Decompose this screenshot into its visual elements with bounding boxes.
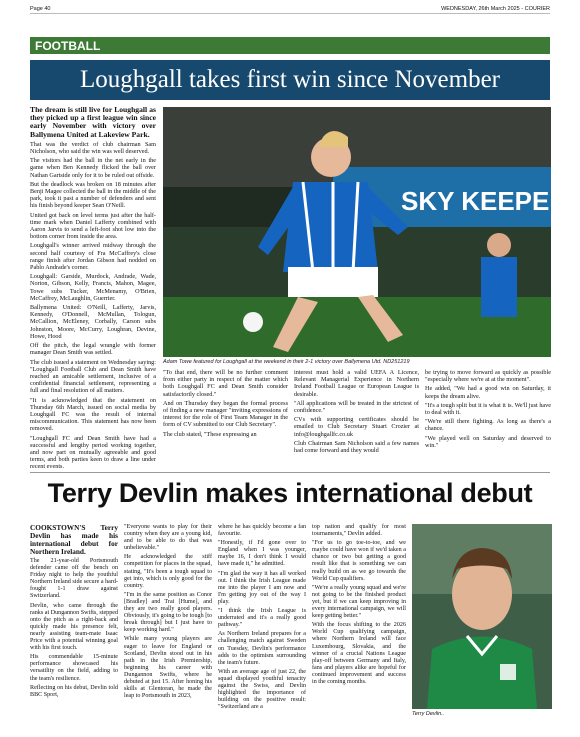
devlin-photo: [412, 524, 552, 709]
paragraph: As Northern Ireland prepares for a challenging match against Sweden on Tuesday, Devlin's performance adds to the optimism surrounding the team's future.: [218, 631, 306, 666]
story1-column-1: [30, 105, 156, 471]
headline-devlin: Terry Devlin makes international debut: [47, 478, 533, 508]
paragraph: That was the verdict of club chairman Sam Nicholson, who said the win was well deserved.: [30, 140, 156, 156]
paragraph: "I'm glad the way it has all worked out. I think the Irish League made me into the player I am now and I'm getting joy out of the way I play.: [218, 570, 306, 605]
paragraph: "We played well on Saturday and deserved to win.": [425, 434, 551, 449]
paragraph: While many young players are eager to leave for England or Scotland, Devlin stood out in his path in the Irish Premiership, beginning his career with Dungannon Swifts, where he debuted at just 15. After honing his skills at Glentoran, he made the leap to Portsmouth in 2023,: [124, 636, 212, 700]
paragraph: top nation and qualify for most tournaments," Devlin added.: [312, 524, 406, 538]
paragraph: "It's a tough split but it is what it is. We'll just have to deal with it.: [425, 401, 551, 417]
paragraph: With an average age of just 22, the squad displayed youthful tenacity against the Swiss, and Devlin highlighted the importance of building on the positive result: "Switzerland are a: [218, 668, 306, 711]
page-number: Page 40: [30, 5, 51, 12]
story1-lede: The dream is still live for Loughgall as they picked up a first league win since early November with victory over Ballymena United at Lakeview Park.: [30, 105, 156, 139]
paragraph: But the deadlock was broken on 18 minutes after Benji Magee collected the ball in the middle of the park, took it past a number of defenders and sent his finish beyond keeper Sean O'Neill.: [30, 180, 156, 210]
story1-column-2: [163, 369, 288, 469]
paragraph: "Loughgall FC and Dean Smith have had a successful and lengthy period working together, and now part on mutually agreeable and good terms, and both parties keen to draw a line under recent events.: [30, 434, 156, 471]
page-header: [30, 4, 550, 14]
football-player-image: [163, 107, 569, 357]
story2-lede: COOKSTOWN'S Terry Devlin has made his international debut for Northern Ireland.: [30, 523, 118, 556]
paragraph: interest must hold a valid UEFA A Licence, Relevant Managerial Experience in Northern Ireland Football League or European League is desirable.: [294, 369, 419, 398]
paragraph: United got back on level terms just after the half-time mark when Daniel Lafferty combined with Aaron Jarvis to send a left-foot shot low into the bottom corner from inside the area.: [30, 211, 156, 241]
paragraph: be trying to move forward as quickly as possible "especially where we're at at the moment".: [425, 369, 551, 384]
paragraph: "It is acknowledged that the statement on Thursday 6th March, issued on social media by Loughgall FC was the result of internal miscommunication. This statement has now been removed.: [30, 396, 156, 433]
section-banner: FOOTBALL: [30, 37, 550, 54]
paragraph: "We're a really young squad and we're not going to be the finished product yet, but if we can keep improving in every international campaign, we will keep getting better.": [312, 584, 406, 620]
paragraph: The 21-year-old Portsmouth defender came off the bench on Friday night to help the youthful Northern Ireland side secure a hard-fought 1-1 draw against Switzerland.: [30, 558, 118, 600]
story2-column-4: [312, 524, 406, 724]
paragraph: "To that end, there will be no further comment from either party in respect of the matter which both Loughgall FC and Dean Smith consider satisfactorily closed.": [163, 369, 288, 398]
paragraph: Devlin, who came through the ranks at Dungannon Swifts, stepped onto the pitch as a right-back and quickly made his presence felt, nearly assisting team-mate Isaac Price with a potential winning goal with his first touch.: [30, 602, 118, 652]
paragraph: "I'm in the same position as Conor [Bradley] and Trai [Hume], and they are two really good players. Obviously, it's going to be tough [to break through] but I just have to keep working hard.": [124, 591, 212, 634]
story-divider: [30, 472, 550, 473]
paragraph: Off the pitch, the legal wrangle with former manager Dean Smith was settled.: [30, 342, 156, 357]
team-lineup: Loughgall: Garside, Murdock, Andrade, Wade, Norton, Gibson, Kelly, Francis, Mahon, Magee, Towe subs Tucker, McMenamy, O'Brien, McCaffrey, McLaughlin, Guerrier.: [30, 273, 156, 302]
paragraph: With the focus shifting to the 2026 World Cup qualifying campaign, where Northern Ireland will face Luxembourg, Slovakia, and the winner of a crucial Nations League play-off between Germany and Italy, fans and players alike are hopeful for continued improvement and success in the coming months.: [312, 622, 406, 685]
player-portrait-image: [412, 524, 552, 709]
advert-board-text: SKY KEEPER: [401, 186, 569, 216]
paragraph: His commendable 15-minute performance showcased his versatility on the field, adding to the team's resilience.: [30, 654, 118, 682]
paragraph: "All applications will be treated in the strictest of confidence.": [294, 399, 419, 415]
story1-column-3: [294, 369, 419, 469]
headline-loughgall: Loughgall takes first win since November: [30, 60, 550, 100]
paragraph: CVs with supporting certificates should be emailed to Club Secretary Stuart Crozier at info@loughgallfc.co.uk: [294, 416, 419, 438]
team-lineup: Ballymena United: O'Neill, Lafferty, Jarvis, Kennedy, O'Donnell, McMullan, Tologun, McCallion, McEleney, Corbally, Carson subs Johnston, Moore, McCurry, Loughran, Devine, Howe, Hood: [30, 304, 156, 340]
issue-date: WEDNESDAY, 26th March 2025 - COURIER: [441, 5, 550, 12]
devlin-photo-caption: Terry Devlin..: [412, 711, 445, 717]
story2-column-3: [218, 524, 306, 724]
paragraph: where he has quickly become a fan favourite.: [218, 524, 306, 538]
paragraph: "We're still there fighting. As long as there's a chance.: [425, 418, 551, 433]
paragraph: "Everyone wants to play for their country when they are a young kid, and to be able to do that was unbelievable.": [124, 524, 212, 552]
paragraph: The visitors had the ball in the net early in the game when Ben Kennedy flicked the ball over Nathan Gartside only for it to be ruled out offside.: [30, 157, 156, 179]
story2-column-2: [124, 524, 212, 724]
story2-column-1: [30, 524, 118, 724]
paragraph: "I think the Irish League is underrated and it's a really good pathway.": [218, 608, 306, 629]
paragraph: He added, "We had a good win on Saturday, it keeps the dream alive.: [425, 385, 551, 400]
paragraph: And on Thursday they began the formal process of finding a new manager "inviting expressions of interest for the role of First Team Manager in the form of CV submitted to our Club Secretary".: [163, 399, 288, 429]
paragraph: Loughgall's winner arrived midway through the second half courtesy of Fra McCaffrey's close range finish after Jordan Gibson had nodded on Pablo Andrade's corner.: [30, 242, 156, 272]
photo-caption: Adam Towe featured for Loughgall at the weekend in their 2-1 victory over Ballymena Utd. ND251219: [163, 359, 410, 365]
paragraph: Reflecting on his debut, Devlin told BBC Sport,: [30, 684, 118, 698]
paragraph: "Honestly, if I'd gone over to England when I was younger, maybe 16, I don't think I would have made it," he admitted.: [218, 540, 306, 568]
match-photo: [163, 107, 569, 357]
paragraph: He acknowledged the stiff competition for places in the squad, stating, "It's been a tough squad to get into, which is only good for the country.: [124, 554, 212, 589]
paragraph: "For us to go toe-to-toe, and we maybe could have won if we'd taken a chance or two but getting a good result like that is something we can really build on as we go towards the World Cup qualifiers.: [312, 540, 406, 582]
paragraph: The club issued a statement on Wednesday saying: "Loughgall Football Club and Dean Smith have reached an amicable settlement, inclusive of a confidential financial settlement, representing a full and final resolution of all matters.: [30, 358, 156, 395]
story1-column-4: [425, 369, 551, 469]
paragraph: Club Chairman Sam Nicholson said a few names had come forward and they would: [294, 439, 419, 455]
paragraph: The club stated, "These expressing an: [163, 430, 257, 438]
